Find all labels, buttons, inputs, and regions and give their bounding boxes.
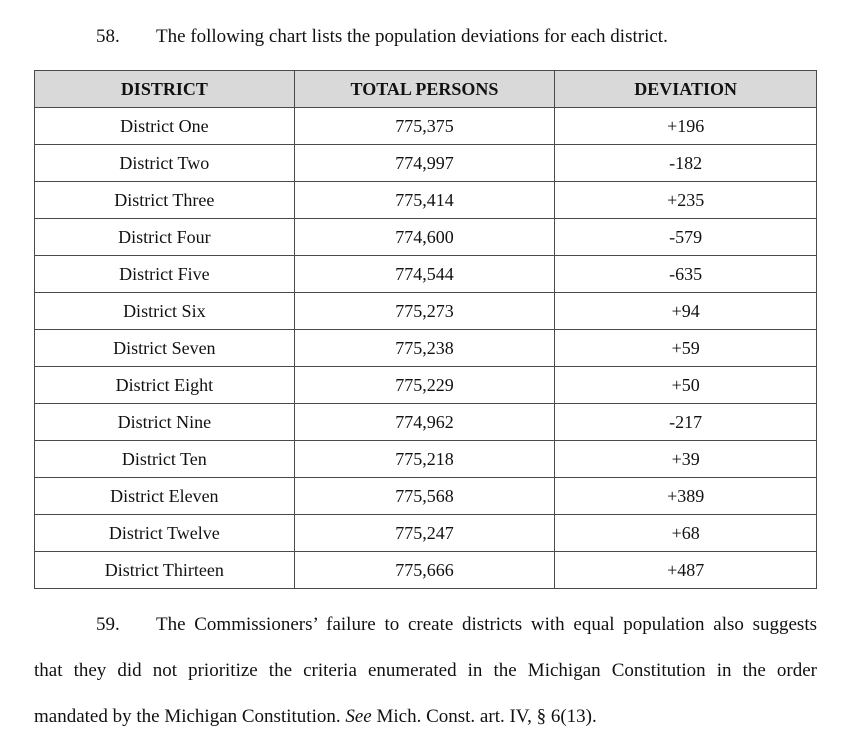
deviation-cell: +50	[555, 367, 817, 404]
district-cell: District One	[35, 108, 295, 145]
deviation-cell: -217	[555, 404, 817, 441]
deviation-cell: +196	[555, 108, 817, 145]
district-cell: District Six	[35, 293, 295, 330]
table-row	[35, 145, 817, 182]
header-deviation: DEVIATION	[555, 71, 817, 108]
table-row	[35, 108, 817, 145]
total-persons-cell: 775,218	[294, 441, 555, 478]
paragraph-line-1-text: The Commissioners’ failure to create districts with equal population also suggests	[156, 614, 817, 635]
total-persons-cell: 774,997	[294, 145, 555, 182]
district-cell: District Seven	[35, 330, 295, 367]
deviation-cell: +389	[555, 478, 817, 515]
deviation-cell: +39	[555, 441, 817, 478]
paragraph-line-3-text: mandated by the Michigan Constitution.	[34, 706, 346, 727]
header-total-persons: TOTAL PERSONS	[294, 71, 555, 108]
paragraph-text: The following chart lists the population deviations for each district.	[156, 26, 668, 47]
paragraph-58	[96, 24, 668, 50]
district-cell: District Thirteen	[35, 552, 295, 589]
deviation-cell: +235	[555, 182, 817, 219]
table-row	[35, 182, 817, 219]
table-row	[35, 219, 817, 256]
total-persons-cell: 775,238	[294, 330, 555, 367]
citation-signal: See	[345, 706, 372, 727]
deviation-cell: -635	[555, 256, 817, 293]
district-cell: District Eleven	[35, 478, 295, 515]
total-persons-cell: 775,414	[294, 182, 555, 219]
district-cell: District Ten	[35, 441, 295, 478]
citation-text: Mich. Const. art. IV, § 6(13).	[371, 706, 597, 727]
paragraph-line-1	[34, 602, 817, 648]
paragraph-number: 58.	[96, 26, 120, 47]
deviation-cell: +68	[555, 515, 817, 552]
district-cell: District Four	[35, 219, 295, 256]
district-cell: District Eight	[35, 367, 295, 404]
table-row	[35, 441, 817, 478]
table-header-row	[35, 71, 817, 108]
total-persons-cell: 774,962	[294, 404, 555, 441]
table-row	[35, 293, 817, 330]
district-cell: District Nine	[35, 404, 295, 441]
table-row	[35, 330, 817, 367]
population-deviation-table	[34, 70, 817, 589]
table-row	[35, 552, 817, 589]
deviation-cell: +59	[555, 330, 817, 367]
table-row	[35, 404, 817, 441]
table-row	[35, 478, 817, 515]
deviation-cell: -579	[555, 219, 817, 256]
header-district: DISTRICT	[35, 71, 295, 108]
table-row	[35, 367, 817, 404]
deviation-cell: -182	[555, 145, 817, 182]
total-persons-cell: 775,229	[294, 367, 555, 404]
district-cell: District Five	[35, 256, 295, 293]
total-persons-cell: 775,666	[294, 552, 555, 589]
paragraph-59	[34, 602, 817, 740]
total-persons-cell: 775,568	[294, 478, 555, 515]
total-persons-cell: 775,375	[294, 108, 555, 145]
district-cell: District Three	[35, 182, 295, 219]
total-persons-cell: 775,273	[294, 293, 555, 330]
total-persons-cell: 774,544	[294, 256, 555, 293]
deviation-cell: +487	[555, 552, 817, 589]
paragraph-line-3	[34, 694, 817, 740]
table-row	[35, 256, 817, 293]
total-persons-cell: 774,600	[294, 219, 555, 256]
district-cell: District Two	[35, 145, 295, 182]
paragraph-number: 59.	[96, 614, 120, 635]
total-persons-cell: 775,247	[294, 515, 555, 552]
table-row	[35, 515, 817, 552]
deviation-cell: +94	[555, 293, 817, 330]
paragraph-line-2: that they did not prioritize the criteria enumerated in the Michigan Constitution in the order	[34, 660, 817, 681]
district-cell: District Twelve	[35, 515, 295, 552]
